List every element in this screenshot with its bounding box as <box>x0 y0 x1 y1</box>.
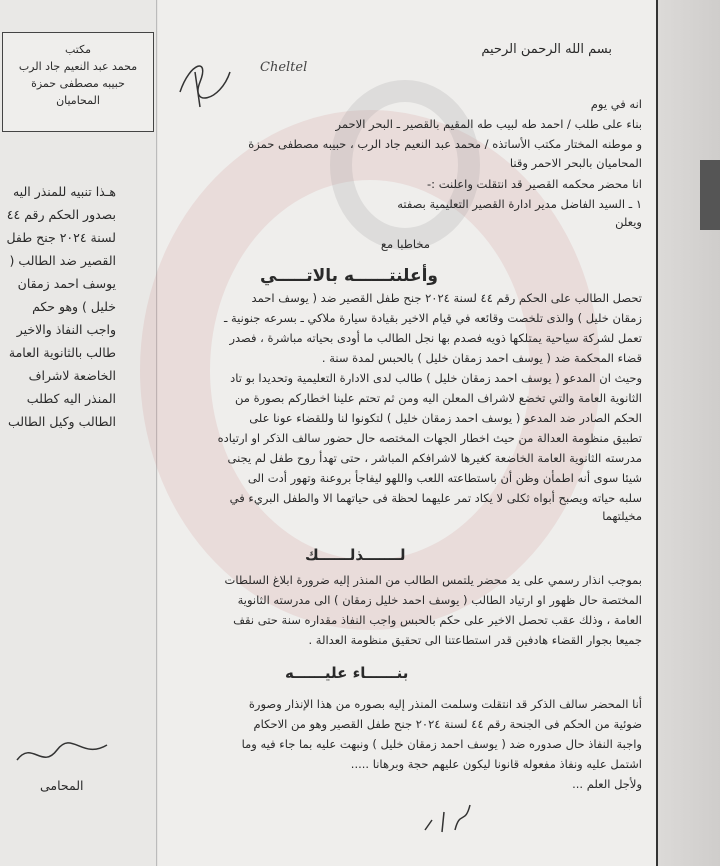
heading-announcement: وأعلنتــــــه بالاتـــــي <box>260 266 438 286</box>
body-line: مدرسته الثانوية العامة الخاضعة كغيرها لاشرافكم المباشر ، حتى تهدأ روح طفل لم يجنى <box>227 451 642 465</box>
body-line: سلبه حياته ويصبح أبواه ثكلى لا يكاد تمر عليهما لحظة فى حياتهما الا والطفل البريء في <box>229 491 642 505</box>
body-line: وحيث ان المدعو ( يوسف احمد زمقان خليل ) طالب لدى الادارة التعليمية وتحديدا بو تاد <box>230 371 642 385</box>
background-papers <box>658 0 720 866</box>
handwritten-signature-icon <box>170 52 240 112</box>
intro-line: انه في يوم <box>590 97 642 111</box>
body-line: المختصة حال ظهور او ارتياد الطالب ( يوسف احمد خليل زمقان ) الى مدرسته الثانوية <box>237 593 642 607</box>
body-line: مخيلتهما <box>602 509 642 523</box>
intro-line: المحاميان بالبحر الاحمر وقنا <box>509 156 642 170</box>
heading-therefore: لـــــــذلــــــك <box>305 546 406 564</box>
body-line: قضاء المحكمة ضد ( يوسف احمد زمقان خليل ) بالحبس لمدة سنة . <box>321 351 642 365</box>
office-line: محمد عبد النعيم جاد الرب <box>18 60 138 73</box>
side-signature-label: المحامى <box>40 778 84 793</box>
bailiff-signature-icon <box>420 800 480 840</box>
basmala: بسم الله الرحمن الرحيم <box>481 42 612 57</box>
body-line: الثانوية العامة والتي تخضع لاشراف المعلن اليه ومن ثم تحتم علينا اخطاركم بصورة من <box>235 391 642 405</box>
body-line: زمقان خليل ) والذى تلخصت وقائعه في قيام الاخير بقيادة سيارة ملاكي ـ بسرعه جنونية ـ <box>223 311 642 325</box>
body-line: ضوئية من الحكم فى الجنحة رقم ٤٤ لسنة ٢٠٢٤ جنح طفل القصير وهو من الاحكام <box>253 717 642 731</box>
body-line: الحكم الصادر ضد المدعو ( يوسف احمد زمقان خليل ) لتكونوا لنا وللقضاء عونا على <box>249 411 642 425</box>
body-line: تعمل لشركة سياحية يمتلكها ذويه فصدم بها نجل الطالب ما أودى بحياته مباشرة ، فصدر <box>229 331 642 345</box>
body-line: العامة ، وذلك عقب تحصل الاخير على حكم بالحبس واجب النفاذ مقداره سنة حتى نقف <box>233 613 642 627</box>
side-signature-icon <box>12 735 112 775</box>
body-line: جميعا بجوار القضاء هادفين قدر استطاعتنا الى تحقيق منظومة العدالة . <box>308 633 642 647</box>
body-line: تحصل الطالب على الحكم رقم ٤٤ لسنة ٢٠٢٤ جنح طفل القصير ضد ( يوسف احمد <box>251 291 642 305</box>
intro-line: ويعلن <box>615 215 642 229</box>
background-object <box>700 160 720 230</box>
body-line: تطبيق منظومة العدالة من حيث اخطار الجهات المختصه حال حضور سالف الذكر او ارتياده <box>217 431 642 445</box>
body-line: ولأجل العلم ... <box>572 777 642 791</box>
body-line: اشتمل عليه ونفاذ مفعوله قانونا ليكون عليهم حجة وبرهانا ..... <box>350 757 642 771</box>
heading-accordingly: بنــــــاء عليــــــه <box>285 664 409 682</box>
side-note: هـذا تنبيه للمنذر اليه بصدور الحكم رقم ٤٤ لسنة ٢٠٢٤ جنح طفل القصير ضد الطالب ( يوسف احمد زمقان خليل ) وهو حكم واجب النفاذ والاخير طالب بالثانوية العامة الخاضعة لاشراف المنذر اليه كطلب الطالب وكيل الطالب <box>6 184 116 429</box>
intro-line: ١ ـ السيد الفاضل مدير ادارة القصير التعليمية بصفته <box>397 197 642 211</box>
intro-line: مخاطبا مع <box>380 237 430 251</box>
office-line: مكتب <box>64 43 92 56</box>
body-line: واجبة النفاذ حال صدوره ضد ( يوسف احمد زمقان خليل ) ونبهت عليه بما جاء فيه وما <box>241 737 642 751</box>
watermark-mark <box>330 80 480 250</box>
office-line: المحاميان <box>56 94 100 107</box>
body-line: شيئا سوى أنه اطمأن وظن أن باستطاعته اللعب واللهو ليفاجأ بروعنة وتهور أدت الى <box>247 471 642 485</box>
body-line: أنا المحضر سالف الذكر قد انتقلت وسلمت المنذر إليه بصوره من هذا الإنذار وصورة <box>248 697 642 711</box>
body-line: بموجب انذار رسمي على يد محضر يلتمس الطالب من المنذر إليه ضرورة ابلاغ السلطات <box>224 573 642 587</box>
handwritten-note: Cheltel <box>260 60 308 75</box>
office-stamp-box <box>2 32 154 132</box>
intro-line: بناء على طلب / احمد طه لبيب طه المقيم بالقصير ـ البحر الاحمر <box>335 117 642 131</box>
intro-line: و موطنه المختار مكتب الأساتذه / محمد عبد النعيم جاد الرب ، حبيبه مصطفى حمزة <box>248 137 642 151</box>
office-line: حبيبه مصطفى حمزة <box>31 77 125 90</box>
intro-line: انا محضر محكمه القصير قد انتقلت واعلنت :- <box>427 177 642 191</box>
